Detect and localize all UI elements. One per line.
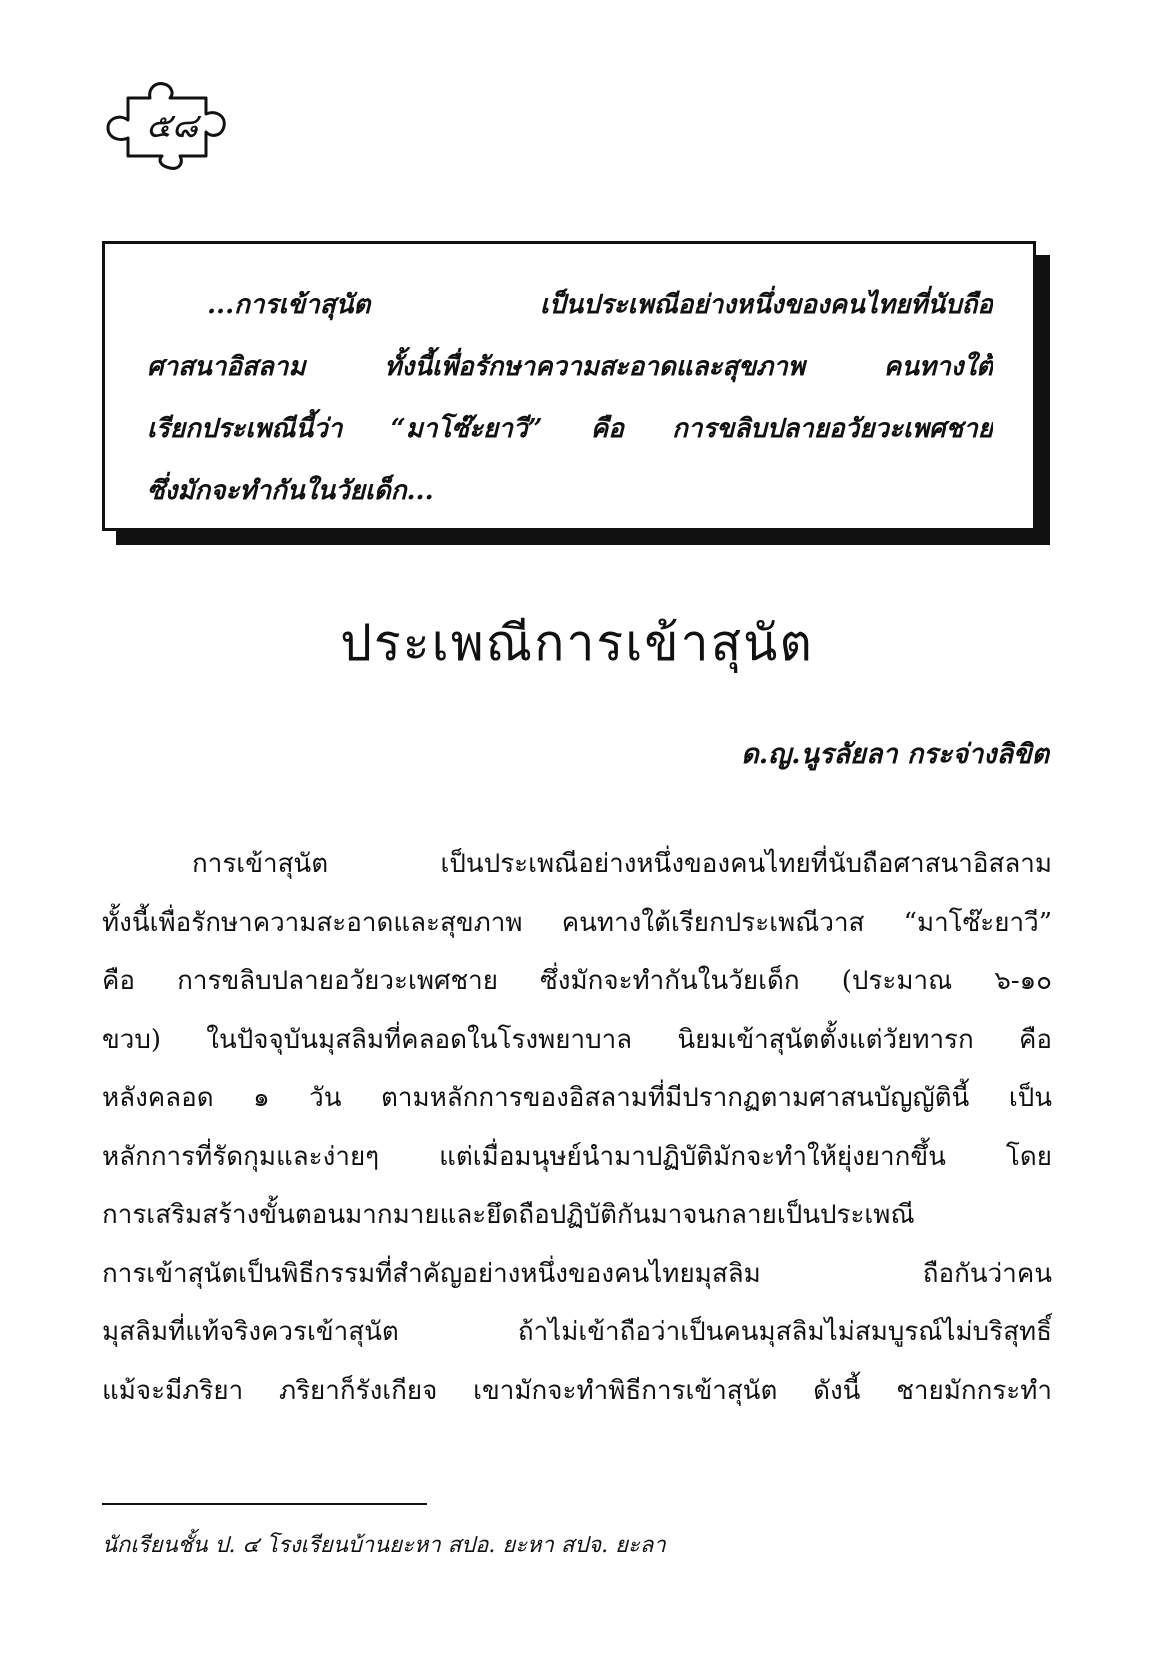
body-line: หลักการที่รัดกุมและง่ายๆ แต่เมื่อมนุษย์นำมาปฏิบัติมักจะทำให้ยุ่งยากขึ้น โดย — [102, 1141, 1052, 1172]
body-line: ทั้งนี้เพื่อรักษาความสะอาดและสุขภาพ คนทางใต้เรียกประเพณีวาส “มาโซ๊ะยาวี” — [102, 907, 1052, 938]
body-line: หลังคลอด ๑ วัน ตามหลักการของอิสลามที่มีปรากฏตามศาสนบัญญัตินี้ เป็น — [102, 1083, 1052, 1113]
body-line: แม้จะมีภริยา ภริยาก็รังเกียจ เขามักจะทำพิธีการเข้าสุนัต ดังนี้ ชายมักกระทำ — [102, 1375, 1052, 1406]
body-line: การเสริมสร้างขั้นตอนมากมายและยึดถือปฏิบัติกันมาจนกลายเป็นประเพณี — [102, 1200, 915, 1230]
author-byline: ด.ญ.นูรลัยลา กระจ่างลิขิต — [741, 739, 1049, 770]
body-line: การเข้าสุนัตเป็นพิธีกรรมที่สำคัญอย่างหนึ่งของคนไทยมุสลิม ถือกันว่าคน — [102, 1258, 1052, 1289]
body-line: คือ การขลิบปลายอวัยวะเพศชาย ซึ่งมักจะทำกันในวัยเด็ก (ประมาณ ๖-๑๐ — [102, 966, 1052, 996]
body-line: ขวบ) ในปัจจุบันมุสลิมที่คลอดในโรงพยาบาล นิยมเข้าสุนัตตั้งแต่วัยทารก คือ — [102, 1024, 1052, 1055]
quote-line: ซึ่งมักจะทำกันในวัยเด็ก... — [147, 476, 434, 506]
body-line: มุสลิมที่แท้จริงควรเข้าสุนัต ถ้าไม่เข้าถือว่าเป็นคนมุสลิมไม่สมบูรณ์ไม่บริสุทธิ์ — [102, 1317, 1052, 1347]
quote-box — [102, 241, 1036, 531]
page-title: ประเพณีการเข้าสุนัต — [340, 614, 814, 672]
footnote-divider — [102, 1503, 427, 1505]
page-number: ๕๘ — [146, 106, 198, 146]
body-line: การเข้าสุนัต เป็นประเพณีอย่างหนึ่งของคนไทยที่นับถือศาสนาอิสลาม — [192, 849, 1052, 879]
footnote: นักเรียนชั้น ป. ๔ โรงเรียนบ้านยะหา สปอ. ยะหา สปจ. ยะลา — [102, 1533, 666, 1558]
body-paragraph — [102, 835, 1052, 1420]
page-number-badge — [98, 80, 238, 172]
quote-line: ...การเข้าสุนัต เป็นประเพณีอย่างหนึ่งของคนไทยที่นับถือ — [207, 290, 993, 320]
quote-line: ศาสนาอิสลาม ทั้งนี้เพื่อรักษาความสะอาดและสุขภาพ คนทางใต้ — [147, 352, 993, 382]
quote-text — [147, 274, 993, 522]
quote-line: เรียกประเพณีนี้ว่า “มาโซ๊ะยาวี” คือ การขลิบปลายอวัยวะเพศชาย — [147, 414, 993, 444]
